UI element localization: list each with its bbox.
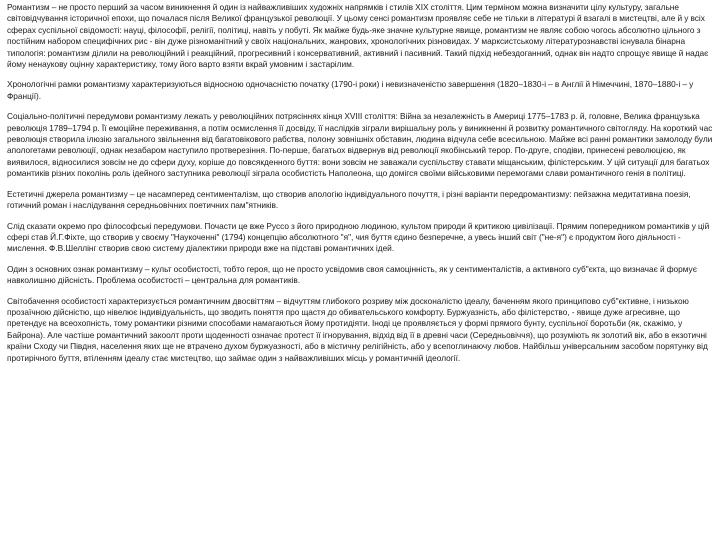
paragraph-chronology: Хронологічні рамки романтизму характеризуються відносною одночасністю початку (1790-і роки) і невизначеністю завершення (1820–1830-і – в Англії й Німеччині, 1870–1880-і – у Франції). bbox=[7, 79, 694, 101]
paragraph-philosophical-prerequisites: Слід сказати окремо про філософські передумови. Почасти це вже Руссо з його природною людиною, культом природи й критикою цивілізації. Прямим попередником романтиків у цій сфері став Й.Г.Фіхте, що створив у своєму "Наукоченні" (1794) концепцію абсолютного "я", чия буття єдино безперечне, а увесь інший світ ("не-я") є продуктом його діяльності - мислення. Ф.В.Шеллінг створив свою систему діалектики природи вже на підставі романтичних ідей. bbox=[7, 220, 710, 254]
paragraph-romanticism-definition: Романтизм – не просто перший за часом виникнення й один із найважливіших художніх напрямків і стилів XIX століття. Цим терміном можна визначити цілу культуру, загальне світовідчування історичної епохи, що почалася після Великої французької революції. У цьому сенсі романтизм проявляє себе не тільки в літературі й взагалі в мистецтві, але й у всіх сферах суспільної свідомості: науці, філософії, релігії, політиці, навіть у побуті. Як майже будь-яке значне культурне явище, романтизм не являє собою чогось абсолютно цільного з постійним набором специфічних рис - він дуже різноманітний у своїх національних, жанрових, хронологічних різновидах. У марксистському літературознавстві існувала бінарна типологія: романтизм ділили на революційний і реакційний, прогресивний і консервативний, активний і пасивний. Такий підхід небездоганний, однак він надто спрощує явище й надає йому ненаукову оцінну характеристику, тому його варто взяти вкрай умовним і застарілим. bbox=[7, 2, 709, 70]
paragraph-socio-political-prerequisites: Соціально-політичні передумови романтизму лежать у революційних потрясіннях кінця XVIII століття: Війна за незалежність в Америці 1775–1783 р. й, головне, Велика французька революція 1789–1794 р. Її емоційне переживання, а потім осмислення її досвіду, її наслідків зіграли вирішальну роль у виникненні й розвитку романтичного світогляду. На короткий час революція створила ілюзію загального звільнення від багатовікового рабства, полону зовнішніх обставин, людина відчула себе всесильною. Майже всі ранні романтики замолоду були апологетами революції, однак незабаром наступило протверезіння. По-перше, багатьох відвернув від революції якобінський терор. По-друге, сподіви, принесені революцією, як виявилося, відносилися зовсім не до сфери духу, коріше до повсякденного буття: вони зовсім не заважали суспільству ставати міщанським, філістерським. У цій ситуації для багатьох романтиків різних поколінь роль ідейного заступника революції зіграла особистість Наполеона, що домігся своїми військовими перемогами слави романтичного генія в політиці. bbox=[7, 111, 713, 179]
paragraph-romantic-dual-world: Світобачення особистості характеризується романтичним двосвіттям – відчуттям глибокого розриву між досконалістю ідеалу, баченням якого принципово суб"єктивне, і низькою прозаїчною дійсністю, що нівелює індивідуальність, що зводить поняття про щастя до обивательського комфорту. Буржуазність, або філістерство, - явище дуже агресивне, що претендує на всеохопність, тому романтики різними способами намагаються йому протидіяти. Іноді це проявляється у формі прямого бунту, суспільної боротьби (як, скажімо, у Байрона). Але частіше романтичний закоолт проти щоденності означає протест її ігнорування, відхід від її в древні часи (Середньовіччя), що розуміють як золотий вік, або в екзотичні країни Сходу чи Півдня, населення яких ще не втрачено духом буржуазності, або в містичну релігійність, або у всепоглинаючу любов. Найбільш універсальним засобом порятунку від протирічного буття, втіленням ідеалу стає мистецтво, що займає один з найважливіших місць у романтичній ідеології. bbox=[7, 295, 708, 363]
paragraph-cult-of-personality: Один з основних ознак романтизму – культ особистості, тобто героя, що не просто усвідомив своя самоцінність, як у сентименталістів, а активного суб"єкта, що визначає й формує навколишню дійсність. Проблема особистості – центральна для романтиків. bbox=[7, 263, 697, 286]
paragraph-aesthetic-sources: Естетичні джерела романтизму – це насамперед сентименталізм, що створив апологію індивідуального почуття, і різні варіанти передромантизму: пейзажна медитативна поезія, готичний роман і наслідування середньовічних поетичних пам"ятників. bbox=[7, 188, 691, 211]
